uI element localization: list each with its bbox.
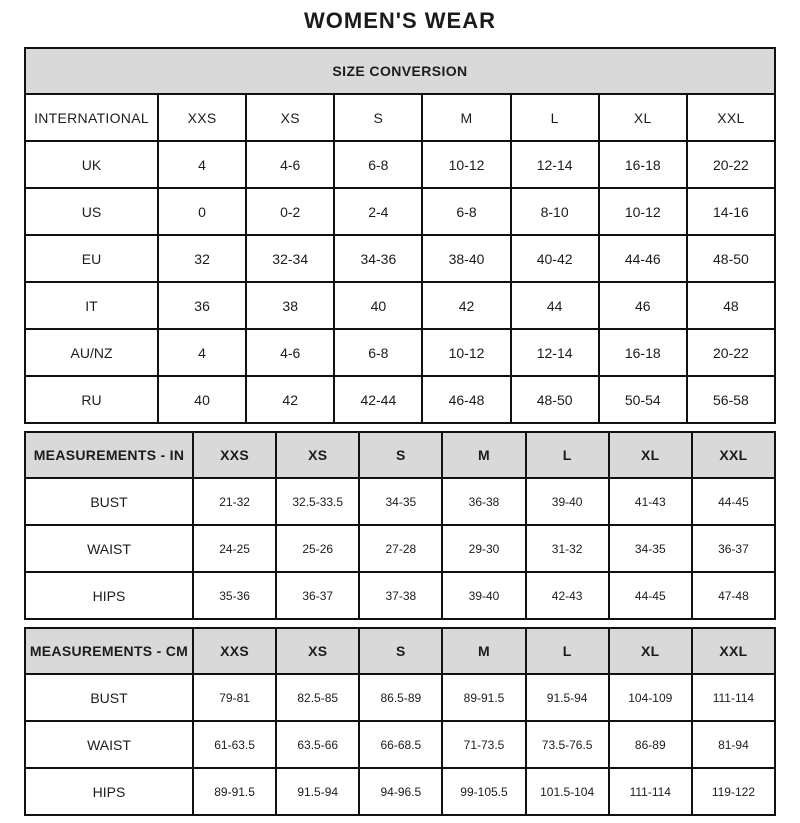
- value-cell: 4: [158, 141, 246, 188]
- size-header-cell: S: [359, 628, 442, 674]
- value-cell: 16-18: [599, 141, 687, 188]
- table-row: [25, 141, 775, 188]
- value-cell: 10-12: [599, 188, 687, 235]
- size-chart-page: [24, 0, 776, 816]
- size-header-cell: XXL: [692, 432, 775, 478]
- table-title-cell: SIZE CONVERSION: [25, 48, 775, 94]
- size-header-row: [25, 432, 775, 478]
- value-cell: 34-35: [609, 525, 692, 572]
- value-cell: 40-42: [511, 235, 599, 282]
- size-header-cell: M: [422, 94, 510, 141]
- value-cell: 101.5-104: [526, 768, 609, 815]
- value-cell: 44-46: [599, 235, 687, 282]
- value-cell: 81-94: [692, 721, 775, 768]
- table-row: [25, 674, 775, 721]
- value-cell: 44: [511, 282, 599, 329]
- value-cell: 4-6: [246, 329, 334, 376]
- size-header-cell: XXS: [193, 432, 276, 478]
- value-cell: 6-8: [334, 329, 422, 376]
- row-label-cell: BUST: [25, 478, 193, 525]
- value-cell: 47-48: [692, 572, 775, 619]
- value-cell: 24-25: [193, 525, 276, 572]
- value-cell: 48-50: [511, 376, 599, 423]
- value-cell: 111-114: [609, 768, 692, 815]
- row-label-cell: BUST: [25, 674, 193, 721]
- value-cell: 21-32: [193, 478, 276, 525]
- value-cell: 66-68.5: [359, 721, 442, 768]
- value-cell: 2-4: [334, 188, 422, 235]
- size-header-cell: L: [526, 432, 609, 478]
- table-row: [25, 235, 775, 282]
- size-header-cell: S: [359, 432, 442, 478]
- value-cell: 8-10: [511, 188, 599, 235]
- size-header-cell: XS: [276, 432, 359, 478]
- value-cell: 20-22: [687, 329, 775, 376]
- value-cell: 25-26: [276, 525, 359, 572]
- value-cell: 46-48: [422, 376, 510, 423]
- value-cell: 4-6: [246, 141, 334, 188]
- value-cell: 46: [599, 282, 687, 329]
- size-header-cell: XXS: [193, 628, 276, 674]
- value-cell: 10-12: [422, 141, 510, 188]
- value-cell: 73.5-76.5: [526, 721, 609, 768]
- value-cell: 39-40: [442, 572, 525, 619]
- value-cell: 44-45: [692, 478, 775, 525]
- row-label-cell: WAIST: [25, 525, 193, 572]
- value-cell: 86-89: [609, 721, 692, 768]
- value-cell: 42: [246, 376, 334, 423]
- value-cell: 6-8: [334, 141, 422, 188]
- value-cell: 36: [158, 282, 246, 329]
- value-cell: 27-28: [359, 525, 442, 572]
- value-cell: 82.5-85: [276, 674, 359, 721]
- value-cell: 42-43: [526, 572, 609, 619]
- value-cell: 38-40: [422, 235, 510, 282]
- value-cell: 48-50: [687, 235, 775, 282]
- value-cell: 39-40: [526, 478, 609, 525]
- table-row: [25, 282, 775, 329]
- value-cell: 16-18: [599, 329, 687, 376]
- value-cell: 40: [158, 376, 246, 423]
- value-cell: 41-43: [609, 478, 692, 525]
- value-cell: 10-12: [422, 329, 510, 376]
- table-row: [25, 329, 775, 376]
- value-cell: 6-8: [422, 188, 510, 235]
- value-cell: 36-38: [442, 478, 525, 525]
- value-cell: 32.5-33.5: [276, 478, 359, 525]
- row-label-cell: EU: [25, 235, 158, 282]
- value-cell: 71-73.5: [442, 721, 525, 768]
- value-cell: 40: [334, 282, 422, 329]
- value-cell: 79-81: [193, 674, 276, 721]
- value-cell: 111-114: [692, 674, 775, 721]
- table-row: [25, 478, 775, 525]
- size-header-cell: XS: [276, 628, 359, 674]
- table-row: [25, 768, 775, 815]
- value-cell: 12-14: [511, 329, 599, 376]
- value-cell: 34-35: [359, 478, 442, 525]
- table-row: [25, 188, 775, 235]
- value-cell: 48: [687, 282, 775, 329]
- value-cell: 4: [158, 329, 246, 376]
- value-cell: 29-30: [442, 525, 525, 572]
- row-label-cell: US: [25, 188, 158, 235]
- size-conversion-table: [24, 47, 776, 424]
- row-label-cell: AU/NZ: [25, 329, 158, 376]
- value-cell: 50-54: [599, 376, 687, 423]
- value-cell: 119-122: [692, 768, 775, 815]
- value-cell: 91.5-94: [276, 768, 359, 815]
- value-cell: 12-14: [511, 141, 599, 188]
- corner-label-cell: INTERNATIONAL: [25, 94, 158, 141]
- table-title-cell: MEASUREMENTS - CM: [25, 628, 193, 674]
- table-row: [25, 525, 775, 572]
- value-cell: 32-34: [246, 235, 334, 282]
- value-cell: 34-36: [334, 235, 422, 282]
- value-cell: 63.5-66: [276, 721, 359, 768]
- value-cell: 56-58: [687, 376, 775, 423]
- size-header-cell: L: [511, 94, 599, 141]
- value-cell: 89-91.5: [442, 674, 525, 721]
- value-cell: 104-109: [609, 674, 692, 721]
- value-cell: 32: [158, 235, 246, 282]
- row-label-cell: UK: [25, 141, 158, 188]
- page-title: WOMEN'S WEAR: [304, 8, 496, 33]
- size-header-cell: XL: [609, 628, 692, 674]
- value-cell: 42-44: [334, 376, 422, 423]
- value-cell: 89-91.5: [193, 768, 276, 815]
- size-header-cell: XL: [599, 94, 687, 141]
- value-cell: 91.5-94: [526, 674, 609, 721]
- size-header-cell: M: [442, 628, 525, 674]
- size-header-cell: M: [442, 432, 525, 478]
- table-row: [25, 572, 775, 619]
- value-cell: 35-36: [193, 572, 276, 619]
- measurements-cm-table: [24, 627, 776, 816]
- size-header-row: [25, 94, 775, 141]
- value-cell: 61-63.5: [193, 721, 276, 768]
- value-cell: 20-22: [687, 141, 775, 188]
- size-header-cell: XL: [609, 432, 692, 478]
- size-header-cell: XS: [246, 94, 334, 141]
- table-title-cell: MEASUREMENTS - IN: [25, 432, 193, 478]
- value-cell: 0: [158, 188, 246, 235]
- size-header-cell: L: [526, 628, 609, 674]
- value-cell: 86.5-89: [359, 674, 442, 721]
- size-header-row: [25, 628, 775, 674]
- size-header-cell: XXL: [692, 628, 775, 674]
- table-row: [25, 376, 775, 423]
- size-header-cell: XXS: [158, 94, 246, 141]
- measurements-in-table: [24, 431, 776, 620]
- value-cell: 99-105.5: [442, 768, 525, 815]
- value-cell: 0-2: [246, 188, 334, 235]
- value-cell: 36-37: [692, 525, 775, 572]
- value-cell: 38: [246, 282, 334, 329]
- table-row: [25, 721, 775, 768]
- size-header-cell: S: [334, 94, 422, 141]
- value-cell: 31-32: [526, 525, 609, 572]
- row-label-cell: HIPS: [25, 768, 193, 815]
- value-cell: 44-45: [609, 572, 692, 619]
- row-label-cell: HIPS: [25, 572, 193, 619]
- size-header-cell: XXL: [687, 94, 775, 141]
- value-cell: 42: [422, 282, 510, 329]
- row-label-cell: WAIST: [25, 721, 193, 768]
- row-label-cell: RU: [25, 376, 158, 423]
- value-cell: 14-16: [687, 188, 775, 235]
- row-label-cell: IT: [25, 282, 158, 329]
- value-cell: 36-37: [276, 572, 359, 619]
- value-cell: 94-96.5: [359, 768, 442, 815]
- value-cell: 37-38: [359, 572, 442, 619]
